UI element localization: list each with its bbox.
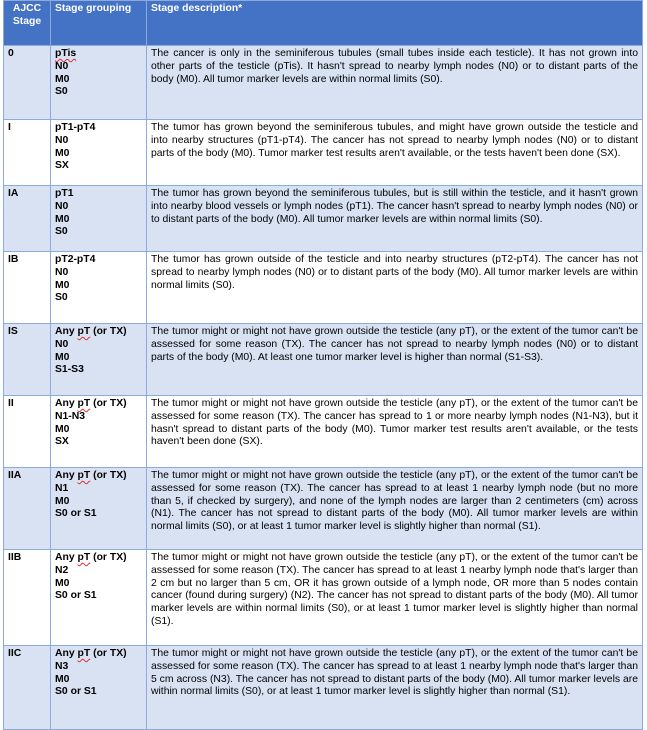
stage-description-cell: The tumor might or might not have grown outside the testicle (any pT), or the extent of the tumor can't be assessed for some reason (TX). The cancer has not spread to nearby lymph nodes (N0) or to distant parts of the body (M0). At least one tumor marker level is higher than normal (S1-S3).	[147, 324, 643, 396]
grouping-line: M0	[55, 147, 70, 159]
stage-grouping-cell	[51, 120, 147, 186]
stage-cell: IS	[4, 324, 51, 396]
grouping-line: Any pT (or TX)	[55, 470, 127, 481]
grouping-line: N0	[55, 134, 69, 146]
stage-description-cell: The tumor might or might not have grown outside the testicle (any pT), or the extent of the tumor can't be assessed for some reason (TX). The cancer has spread to at least 1 nearby lymph node that's larger than 2 cm but no larger than 5 cm, OR it has grown outside of a lymph node, OR more than 5 nodes contain cancer (found during surgery) (N2). The cancer has not spread to distant parts of the body (M0). All tumor marker levels are within normal limits (S0), or at least 1 tumor marker level is slightly higher than normal (S1).	[147, 550, 643, 646]
grouping-line: M0	[55, 673, 70, 685]
grouping-line: Any pT (or TX)	[55, 398, 127, 409]
header-row	[4, 1, 643, 46]
table-row	[4, 396, 643, 468]
stage-grouping-cell	[51, 324, 147, 396]
table-row	[4, 186, 643, 252]
grouping-line: N0	[55, 60, 69, 72]
grouping-line: M0	[55, 279, 70, 291]
grouping-line: pTis	[55, 48, 77, 59]
table-header	[4, 1, 643, 46]
table-row	[4, 252, 643, 324]
grouping-line: N1	[55, 482, 69, 494]
stage-cell: IIA	[4, 468, 51, 550]
table-row	[4, 468, 643, 550]
stage-cell: I	[4, 120, 51, 186]
grouping-line: N0	[55, 200, 69, 212]
stage-description-cell: The tumor might or might not have grown outside the testicle (any pT), or the extent of the tumor can't be assessed for some reason (TX). The cancer has spread to 1 or more nearby lymph nodes (N1-N3), but it hasn't spread to distant parts of the body (M0). Tumor marker test results aren't available, or the tests haven't been done (SX).	[147, 396, 643, 468]
stage-cell: IB	[4, 252, 51, 324]
header-stage-grouping: Stage grouping	[51, 1, 147, 46]
grouping-line: S0 or S1	[55, 508, 97, 520]
grouping-line: S0	[55, 292, 68, 304]
stage-grouping-cell	[51, 396, 147, 468]
grouping-line: M0	[55, 495, 70, 507]
stage-description-cell: The tumor has grown beyond the seminiferous tubules, and might have grown outside the testicle and into nearby structures (pT1-pT4). The cancer has not spread to nearby lymph nodes (N0) or to distant parts of the body (M0). Tumor marker test results aren't available, or the tests haven't been done (SX).	[147, 120, 643, 186]
table-row	[4, 324, 643, 396]
grouping-line: pT1	[55, 188, 74, 199]
grouping-line: N3	[55, 660, 69, 672]
grouping-line: M0	[55, 577, 70, 589]
stage-grouping-cell	[51, 46, 147, 120]
table-row	[4, 646, 643, 730]
stage-grouping-cell	[51, 468, 147, 550]
table-row	[4, 550, 643, 646]
grouping-line: N0	[55, 266, 69, 278]
stage-description-cell: The tumor has grown beyond the seminiferous tubules, but is still within the testicle, and it hasn't grown into nearby blood vessels or lymph nodes (pT1). The cancer hasn't spread to nearby lymph nodes (N0) or to distant parts of the body (M0). All tumor marker levels are within normal limits (S0).	[147, 186, 643, 252]
stage-grouping-cell	[51, 550, 147, 646]
grouping-line: S0 or S1	[55, 686, 97, 698]
header-stage-description: Stage description*	[147, 1, 643, 46]
stage-cell: IA	[4, 186, 51, 252]
grouping-line: Any pT (or TX)	[55, 648, 127, 659]
grouping-line: N2	[55, 564, 69, 576]
stage-grouping-cell	[51, 252, 147, 324]
stage-cell: II	[4, 396, 51, 468]
grouping-line: M0	[55, 423, 70, 435]
grouping-line: M0	[55, 73, 70, 85]
table-body	[4, 46, 643, 730]
stage-grouping-cell	[51, 646, 147, 730]
table-row	[4, 46, 643, 120]
grouping-line: S0 or S1	[55, 590, 97, 602]
grouping-line: Any pT (or TX)	[55, 552, 127, 563]
table-row	[4, 120, 643, 186]
stage-cell: 0	[4, 46, 51, 120]
stage-description-cell: The tumor might or might not have grown outside the testicle (any pT), or the extent of the tumor can't be assessed for some reason (TX). The cancer has spread to at least 1 nearby lymph node that's larger than 5 cm across (N3). The cancer has not spread to distant parts of the body (M0). All tumor marker levels are within normal limits (S0), or at least 1 tumor marker level is slightly higher than normal (S1).	[147, 646, 643, 730]
stage-description-cell: The tumor might or might not have grown outside the testicle (any pT), or the extent of the tumor can't be assessed for some reason (TX). The cancer has spread to at least 1 nearby lymph node (but no more than 5, if checked by surgery), and none of the lymph nodes are larger than 2 centimeters (cm) across (N1). The cancer has not spread to distant parts of the body (M0). All tumor marker levels are within normal limits (S0), or at least 1 tumor marker level is slightly higher than normal (S1).	[147, 468, 643, 550]
stage-cell: IIC	[4, 646, 51, 730]
grouping-line: M0	[55, 351, 70, 363]
grouping-line: pT1-pT4	[55, 122, 96, 133]
grouping-line: SX	[55, 160, 69, 172]
header-ajcc-stage: AJCC Stage	[4, 1, 51, 46]
grouping-line: N1-N3	[55, 410, 86, 422]
grouping-line: SX	[55, 436, 69, 448]
stage-table	[3, 0, 643, 730]
grouping-line: S0	[55, 86, 68, 98]
grouping-line: S1-S3	[55, 364, 84, 376]
grouping-line: M0	[55, 213, 70, 225]
stage-description-cell: The tumor has grown outside of the testicle and into nearby structures (pT2-pT4). The cancer has not spread to nearby lymph nodes (N0) or to distant parts of the body (M0). All tumor marker levels are within normal limits (S0).	[147, 252, 643, 324]
stage-grouping-cell	[51, 186, 147, 252]
grouping-line: pT2-pT4	[55, 254, 96, 265]
stage-description-cell: The cancer is only in the seminiferous tubules (small tubes inside each testicle). It has not grown into other parts of the testicle (pTis). It hasn't spread to nearby lymph nodes (N0) or to distant parts of the body (M0). All tumor marker levels are within normal limits (S0).	[147, 46, 643, 120]
grouping-line: N0	[55, 338, 69, 350]
stage-cell: IIB	[4, 550, 51, 646]
grouping-line: S0	[55, 226, 68, 238]
grouping-line: Any pT (or TX)	[55, 326, 127, 337]
